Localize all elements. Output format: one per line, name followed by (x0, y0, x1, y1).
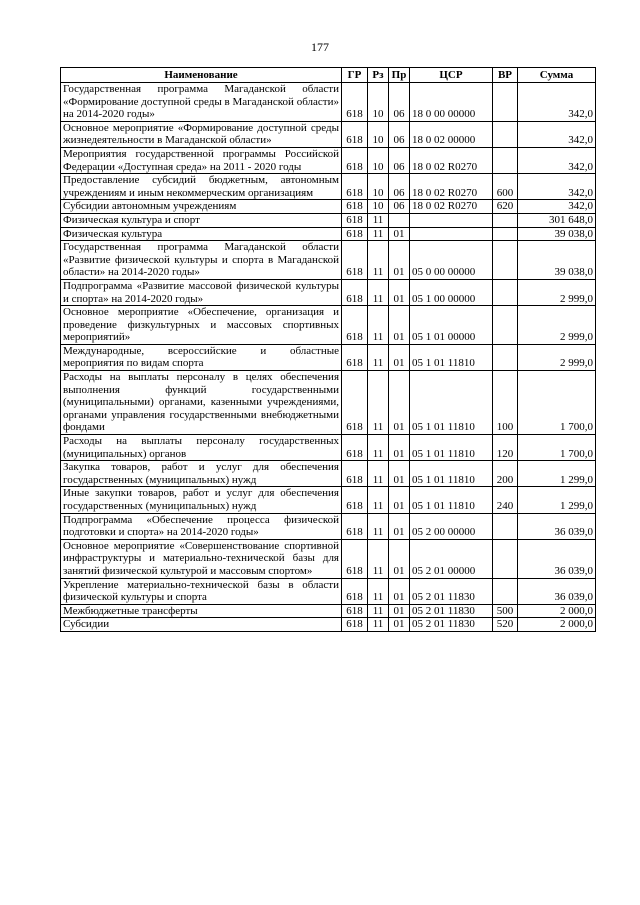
column-header-name: Наименование (61, 68, 342, 83)
row-csr: 05 2 01 11830 (410, 578, 493, 604)
column-header-csr: ЦСР (410, 68, 493, 83)
row-vr (493, 241, 518, 280)
row-vr: 120 (493, 435, 518, 461)
row-pr: 01 (389, 306, 410, 345)
row-rz: 11 (368, 344, 389, 370)
row-rz: 10 (368, 200, 389, 214)
row-rz: 10 (368, 174, 389, 200)
table-row (61, 578, 596, 604)
row-rz: 11 (368, 435, 389, 461)
row-csr: 18 0 02 R0270 (410, 174, 493, 200)
row-vr: 240 (493, 487, 518, 513)
row-vr: 100 (493, 371, 518, 435)
row-name: Мероприятия государственной программы Российской Федерации «Доступная среда» на 2011 - 2020 годы (61, 147, 342, 173)
row-csr: 05 0 00 00000 (410, 241, 493, 280)
table-row (61, 213, 596, 227)
row-pr: 01 (389, 279, 410, 305)
row-csr: 18 0 00 00000 (410, 83, 493, 122)
row-sum: 342,0 (518, 147, 596, 173)
row-sum: 2 000,0 (518, 618, 596, 632)
row-csr: 05 1 00 00000 (410, 279, 493, 305)
table-row (61, 513, 596, 539)
row-pr: 01 (389, 241, 410, 280)
row-gr: 618 (342, 306, 368, 345)
table-row (61, 121, 596, 147)
table-row (61, 371, 596, 435)
row-rz: 11 (368, 213, 389, 227)
table-row (61, 604, 596, 618)
row-pr: 01 (389, 487, 410, 513)
row-sum: 36 039,0 (518, 578, 596, 604)
row-sum: 1 299,0 (518, 487, 596, 513)
row-gr: 618 (342, 461, 368, 487)
row-vr: 200 (493, 461, 518, 487)
row-sum: 1 700,0 (518, 435, 596, 461)
row-rz: 11 (368, 513, 389, 539)
column-header-pr: Пр (389, 68, 410, 83)
page-number: 177 (311, 40, 329, 54)
row-gr: 618 (342, 279, 368, 305)
row-gr: 618 (342, 227, 368, 241)
row-name: Подпрограмма «Развитие массовой физической культуры и спорта» на 2014-2020 годы» (61, 279, 342, 305)
row-rz: 11 (368, 371, 389, 435)
column-header-sum: Сумма (518, 68, 596, 83)
row-pr: 01 (389, 344, 410, 370)
row-sum: 36 039,0 (518, 513, 596, 539)
table-row (61, 227, 596, 241)
row-name: Международные, всероссийские и областные мероприятия по видам спорта (61, 344, 342, 370)
column-header-vr: ВР (493, 68, 518, 83)
table-row (61, 83, 596, 122)
row-vr: 620 (493, 200, 518, 214)
row-gr: 618 (342, 435, 368, 461)
budget-table (60, 67, 596, 632)
row-pr: 01 (389, 227, 410, 241)
table-row (61, 147, 596, 173)
row-gr: 618 (342, 241, 368, 280)
table-row (61, 461, 596, 487)
row-gr: 618 (342, 83, 368, 122)
row-sum: 1 299,0 (518, 461, 596, 487)
row-vr (493, 513, 518, 539)
row-name: Государственная программа Магаданской области «Развитие физической культуры и спорта в Магаданской области» на 2014-2020 годы» (61, 241, 342, 280)
row-rz: 11 (368, 241, 389, 280)
row-pr: 01 (389, 578, 410, 604)
row-rz: 11 (368, 618, 389, 632)
row-csr: 05 1 01 11810 (410, 487, 493, 513)
row-csr: 05 2 01 11830 (410, 604, 493, 618)
row-vr: 500 (493, 604, 518, 618)
row-csr: 18 0 02 00000 (410, 121, 493, 147)
table-row (61, 487, 596, 513)
row-gr: 618 (342, 539, 368, 578)
row-gr: 618 (342, 487, 368, 513)
row-vr (493, 147, 518, 173)
row-pr: 06 (389, 200, 410, 214)
table-row (61, 306, 596, 345)
row-vr (493, 279, 518, 305)
table-row (61, 539, 596, 578)
row-pr: 06 (389, 121, 410, 147)
row-name: Государственная программа Магаданской области «Формирование доступной среды в Магаданской области» на 2014-2020 годы» (61, 83, 342, 122)
row-gr: 618 (342, 371, 368, 435)
table-row (61, 618, 596, 632)
row-vr (493, 539, 518, 578)
row-gr: 618 (342, 174, 368, 200)
table-row (61, 279, 596, 305)
row-rz: 11 (368, 578, 389, 604)
row-sum: 1 700,0 (518, 371, 596, 435)
row-sum: 2 999,0 (518, 279, 596, 305)
row-gr: 618 (342, 147, 368, 173)
column-header-gr: ГР (342, 68, 368, 83)
row-gr: 618 (342, 513, 368, 539)
row-name: Укрепление материально-технической базы в области физической культуры и спорта (61, 578, 342, 604)
row-rz: 11 (368, 279, 389, 305)
row-pr: 06 (389, 174, 410, 200)
row-pr: 01 (389, 513, 410, 539)
row-csr: 05 2 01 11830 (410, 618, 493, 632)
row-gr: 618 (342, 604, 368, 618)
row-pr: 01 (389, 604, 410, 618)
row-sum: 39 038,0 (518, 241, 596, 280)
row-sum: 39 038,0 (518, 227, 596, 241)
row-sum: 36 039,0 (518, 539, 596, 578)
row-name: Основное мероприятие «Совершенствование спортивной инфраструктуры и материально-технической базы для занятий физической культурой и массовым спортом» (61, 539, 342, 578)
row-pr: 06 (389, 147, 410, 173)
row-sum: 301 648,0 (518, 213, 596, 227)
row-name: Расходы на выплаты персоналу государственных (муниципальных) органов (61, 435, 342, 461)
table-row (61, 435, 596, 461)
row-csr: 05 2 01 00000 (410, 539, 493, 578)
row-gr: 618 (342, 578, 368, 604)
row-name: Субсидии (61, 618, 342, 632)
column-header-rz: Рз (368, 68, 389, 83)
row-name: Подпрограмма «Обеспечение процесса физической подготовки и спорта» на 2014-2020 годы» (61, 513, 342, 539)
row-csr: 18 0 02 R0270 (410, 200, 493, 214)
row-vr (493, 121, 518, 147)
row-vr: 520 (493, 618, 518, 632)
row-rz: 11 (368, 604, 389, 618)
row-rz: 10 (368, 121, 389, 147)
row-vr (493, 83, 518, 122)
row-gr: 618 (342, 121, 368, 147)
row-sum: 342,0 (518, 121, 596, 147)
row-name: Физическая культура (61, 227, 342, 241)
row-sum: 2 999,0 (518, 306, 596, 345)
row-name: Предоставление субсидий бюджетным, автономным учреждениям и иным некоммерческим организациям (61, 174, 342, 200)
table-header-row (61, 68, 596, 83)
row-name: Основное мероприятие «Обеспечение, организация и проведение физкультурных и массовых спортивных мероприятий» (61, 306, 342, 345)
row-sum: 2 000,0 (518, 604, 596, 618)
table-row (61, 200, 596, 214)
row-pr: 01 (389, 435, 410, 461)
row-vr (493, 227, 518, 241)
row-vr (493, 306, 518, 345)
row-name: Закупка товаров, работ и услуг для обеспечения государственных (муниципальных) нужд (61, 461, 342, 487)
row-gr: 618 (342, 344, 368, 370)
row-pr: 01 (389, 461, 410, 487)
row-name: Расходы на выплаты персоналу в целях обеспечения выполнения функций государственными (муниципальными) органами, казенными учреждениями, органами управления государственными внебюджетными фондами (61, 371, 342, 435)
row-pr: 06 (389, 83, 410, 122)
row-rz: 11 (368, 539, 389, 578)
table-row (61, 344, 596, 370)
row-vr: 600 (493, 174, 518, 200)
row-csr: 05 1 01 11810 (410, 371, 493, 435)
row-csr: 05 1 01 11810 (410, 344, 493, 370)
row-csr: 05 1 01 11810 (410, 461, 493, 487)
row-sum: 342,0 (518, 83, 596, 122)
row-pr: 01 (389, 371, 410, 435)
row-name: Основное мероприятие «Формирование доступной среды жизнедеятельности в Магаданской области» (61, 121, 342, 147)
row-sum: 2 999,0 (518, 344, 596, 370)
table-row (61, 241, 596, 280)
row-rz: 10 (368, 147, 389, 173)
row-rz: 11 (368, 461, 389, 487)
row-csr: 05 2 00 00000 (410, 513, 493, 539)
row-csr: 05 1 01 11810 (410, 435, 493, 461)
row-name: Межбюджетные трансферты (61, 604, 342, 618)
row-vr (493, 578, 518, 604)
row-sum: 342,0 (518, 174, 596, 200)
row-csr: 18 0 02 R0270 (410, 147, 493, 173)
table-row (61, 174, 596, 200)
row-name: Субсидии автономным учреждениям (61, 200, 342, 214)
row-name: Физическая культура и спорт (61, 213, 342, 227)
row-pr: 01 (389, 539, 410, 578)
row-rz: 10 (368, 83, 389, 122)
row-rz: 11 (368, 306, 389, 345)
row-gr: 618 (342, 213, 368, 227)
row-gr: 618 (342, 200, 368, 214)
row-csr (410, 227, 493, 241)
row-gr: 618 (342, 618, 368, 632)
row-sum: 342,0 (518, 200, 596, 214)
row-pr: 01 (389, 618, 410, 632)
row-vr (493, 213, 518, 227)
row-csr: 05 1 01 00000 (410, 306, 493, 345)
row-name: Иные закупки товаров, работ и услуг для обеспечения государственных (муниципальных) нужд (61, 487, 342, 513)
row-csr (410, 213, 493, 227)
row-pr (389, 213, 410, 227)
row-rz: 11 (368, 227, 389, 241)
row-vr (493, 344, 518, 370)
row-rz: 11 (368, 487, 389, 513)
